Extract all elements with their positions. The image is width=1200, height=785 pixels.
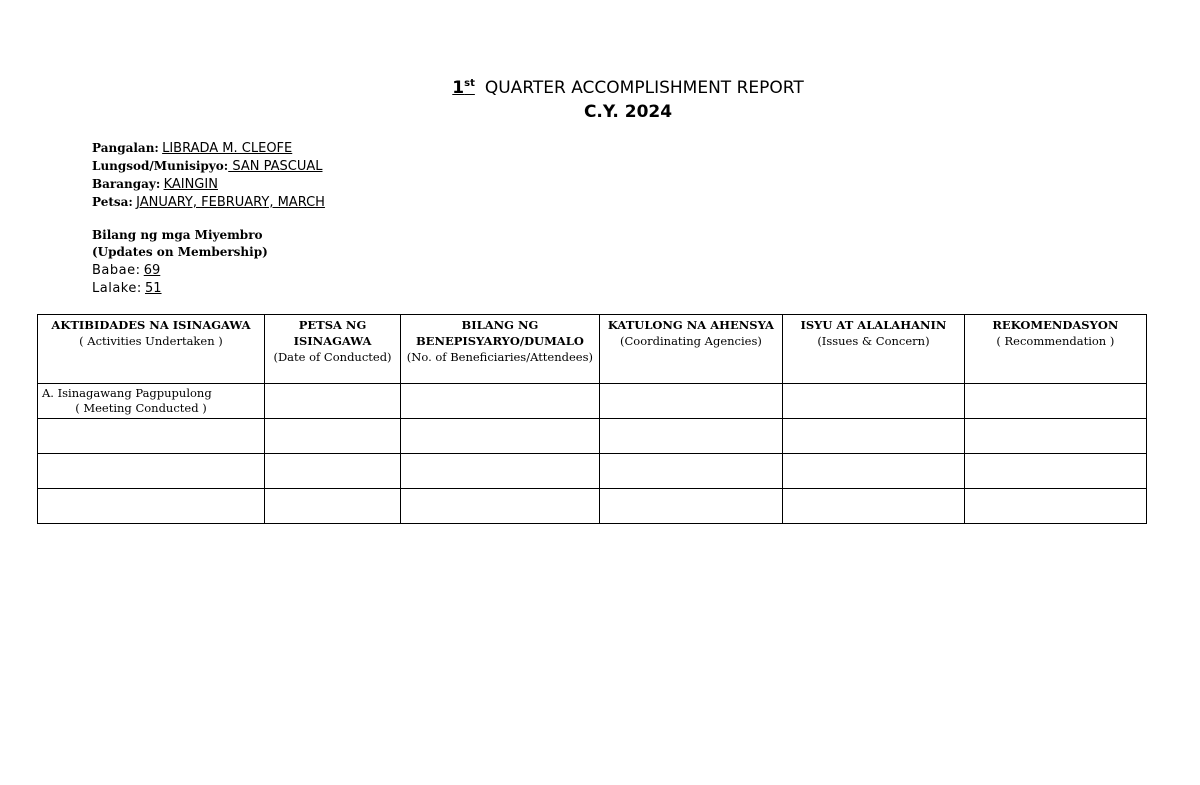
table-cell	[401, 489, 600, 524]
male-label: Lalake:	[92, 281, 142, 296]
table-row	[38, 419, 1147, 454]
header-beneficiaries: BILANG NG BENEPISYARYO/DUMALO (No. of Beneficiaries/Attendees)	[401, 315, 600, 384]
date-value: JANUARY, FEBRUARY, MARCH	[136, 195, 325, 210]
table-cell-activity: A. Isinagawang Pagpupulong ( Meeting Conducted )	[38, 384, 265, 419]
table-cell	[599, 454, 782, 489]
table-cell	[599, 419, 782, 454]
header-recommendation: REKOMENDASYON ( Recommendation )	[964, 315, 1146, 384]
table-header-row	[38, 315, 1147, 384]
header-date: PETSA NG ISINAGAWA (Date of Conducted)	[264, 315, 400, 384]
table-cell	[964, 489, 1146, 524]
female-row	[92, 261, 325, 279]
info-block	[92, 139, 325, 297]
table-cell	[599, 489, 782, 524]
table-cell	[401, 419, 600, 454]
male-row	[92, 279, 325, 297]
name-label: Pangalan:	[92, 141, 159, 155]
table-cell	[38, 489, 265, 524]
header-issues: ISYU AT ALALAHANIN (Issues & Concern)	[783, 315, 965, 384]
table-cell	[783, 489, 965, 524]
table-cell	[264, 419, 400, 454]
table-cell	[964, 419, 1146, 454]
city-label: Lungsod/Munisipyo:	[92, 159, 229, 173]
table-cell	[964, 454, 1146, 489]
table-cell	[964, 384, 1146, 419]
table-cell	[38, 419, 265, 454]
report-title-text: QUARTER ACCOMPLISHMENT REPORT	[484, 78, 804, 98]
name-row	[92, 139, 325, 157]
table-cell	[38, 454, 265, 489]
barangay-row	[92, 175, 325, 193]
female-label: Babae:	[92, 263, 141, 278]
members-sublabel: (Updates on Membership)	[92, 245, 268, 259]
table-cell	[783, 384, 965, 419]
female-value: 69	[143, 263, 161, 278]
table-row	[38, 489, 1147, 524]
header-activities: AKTIBIDADES NA ISINAGAWA ( Activities Undertaken )	[38, 315, 265, 384]
members-label: Bilang ng mga Miyembro	[92, 228, 263, 242]
name-value: LIBRADA M. CLEOFE	[162, 141, 293, 156]
table-cell	[783, 419, 965, 454]
barangay-value: KAINGIN	[163, 177, 218, 192]
date-label: Petsa:	[92, 195, 133, 209]
table-cell	[599, 384, 782, 419]
table-cell	[264, 489, 400, 524]
accomplishment-table	[37, 314, 1147, 524]
male-value: 51	[144, 281, 162, 296]
table-row	[38, 384, 1147, 419]
table-cell	[264, 454, 400, 489]
table-cell	[264, 384, 400, 419]
header-agencies: KATULONG NA AHENSYA (Coordinating Agencies)	[599, 315, 782, 384]
date-row	[92, 193, 325, 211]
city-value: SAN PASCUAL	[228, 159, 323, 174]
table-cell	[401, 384, 600, 419]
table-row	[38, 454, 1147, 489]
barangay-label: Barangay:	[92, 177, 161, 191]
table-cell	[401, 454, 600, 489]
report-title	[0, 72, 1200, 124]
calendar-year: C.Y. 2024	[583, 102, 673, 122]
quarter-number: 1st	[452, 78, 475, 98]
table-cell	[783, 454, 965, 489]
city-row	[92, 157, 325, 175]
